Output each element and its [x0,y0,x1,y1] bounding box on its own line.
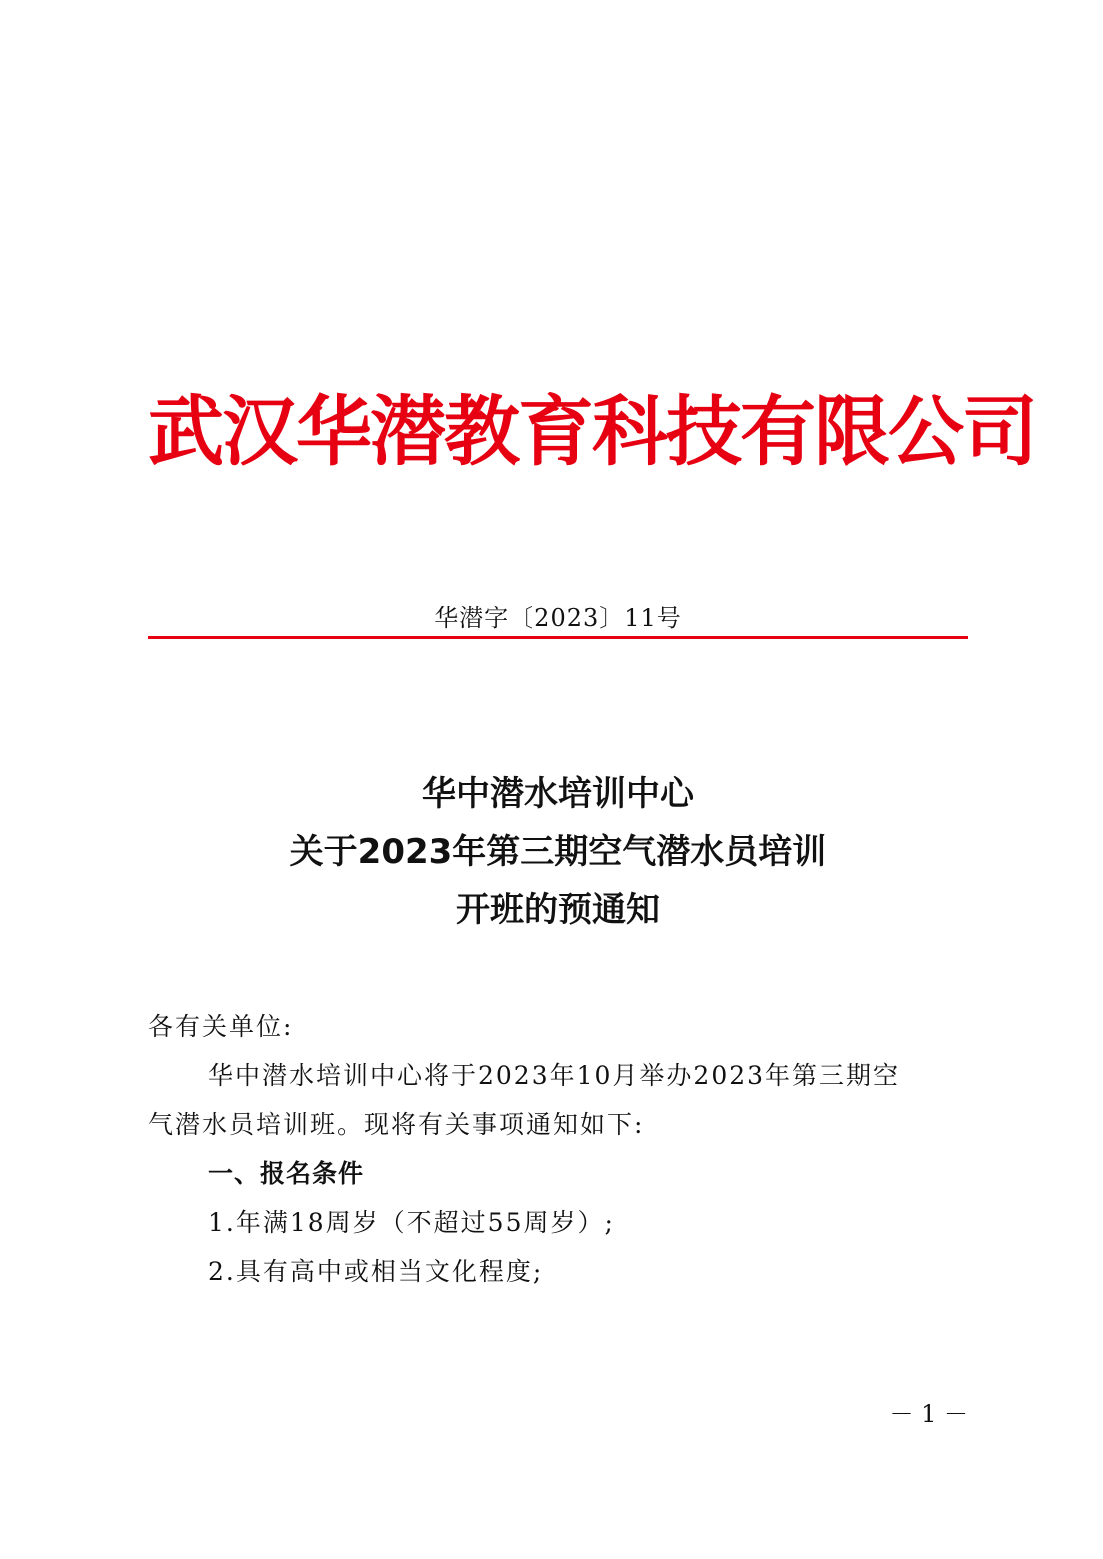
document-title [148,765,968,939]
salutation: 各有关单位: [148,1012,294,1041]
document-number: 华潜字〔2023〕11号 [434,604,682,632]
document-body [148,1002,968,1296]
title-line-2: 关于2023年第三期空气潜水员培训 [289,832,827,872]
organization-header: 武汉华潜教育科技有限公司 [148,387,1036,476]
title-line-3: 开班的预通知 [456,890,660,930]
page-number: － 1 － [889,1400,968,1428]
intro-paragraph-line-2: 气潜水员培训班。现将有关事项通知如下: [148,1110,645,1139]
intro-paragraph-line-1: 华中潜水培训中心将于2023年10月举办2023年第三期空 [208,1061,901,1090]
list-item-age: 1.年满18周岁（不超过55周岁）; [208,1208,615,1237]
title-line-1: 华中潜水培训中心 [422,774,694,814]
section-heading-registration: 一、报名条件 [208,1159,365,1188]
red-divider-line [148,636,968,639]
list-item-education: 2.具有高中或相当文化程度; [208,1257,544,1286]
